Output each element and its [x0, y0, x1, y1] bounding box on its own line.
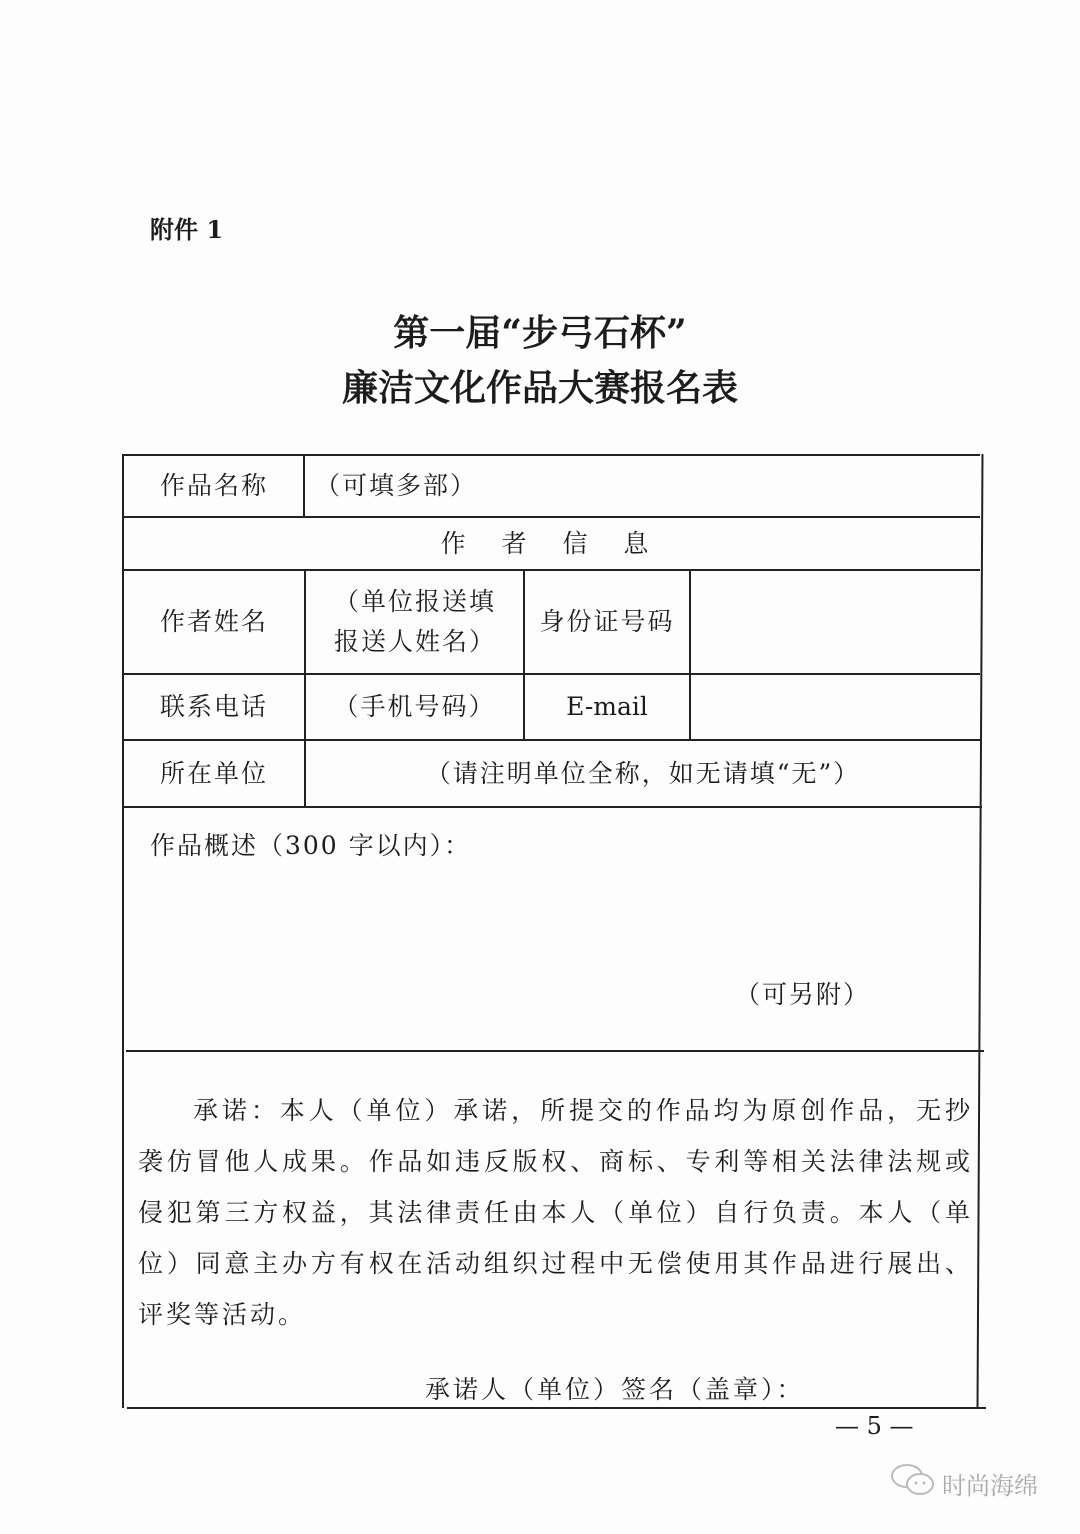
author-name-field[interactable]: （单位报送填报送人姓名） — [333, 587, 496, 656]
author-info-header: 作 者 信 息 — [440, 528, 663, 558]
page-number: — 5 — — [835, 1412, 914, 1440]
watermark-text: 时尚海绵 — [942, 1471, 1038, 1500]
pledge-text: 承诺：本人（单位）承诺，所提交的作品均为原创作品，无抄袭仿冒他人成果。作品如违反版权、商标、专利等相关法律法规或侵犯第三方权益，其法律责任由本人（单位）自行负责。本人（单位）同意主办方有权在活动组织过程中无偿使用其作品进行展出、评奖等活动。 — [138, 1096, 973, 1329]
author-name-label: 作者姓名 — [159, 607, 268, 636]
unit-label: 所在单位 — [159, 758, 268, 788]
id-number-field[interactable] — [691, 571, 979, 673]
table-divider — [124, 806, 982, 808]
id-number-label: 身份证号码 — [539, 607, 675, 636]
work-name-label: 作品名称 — [159, 471, 268, 500]
table-divider — [126, 1050, 984, 1052]
phone-label: 联系电话 — [159, 692, 268, 721]
summary-label: 作品概述（300 字以内）： — [150, 831, 472, 860]
form-title-line2: 廉洁文化作品大赛报名表 — [341, 367, 738, 409]
email-label: E-mail — [566, 692, 648, 721]
table-border — [127, 1407, 986, 1409]
work-name-field[interactable]: （可填多部） — [315, 471, 478, 500]
wechat-icon — [890, 1463, 936, 1503]
attachment-label: 附件 1 — [150, 215, 224, 244]
signature-label: 承诺人（单位）签名（盖章）： — [425, 1375, 805, 1404]
watermark — [890, 1463, 1038, 1503]
phone-field[interactable]: （手机号码） — [333, 692, 496, 721]
form-title-line1: 第一届“步弓石杯” — [393, 312, 687, 354]
unit-field[interactable]: （请注明单位全称，如无请填“无”） — [425, 758, 861, 788]
email-field[interactable] — [691, 675, 979, 739]
summary-note: （可另附） — [735, 980, 871, 1009]
